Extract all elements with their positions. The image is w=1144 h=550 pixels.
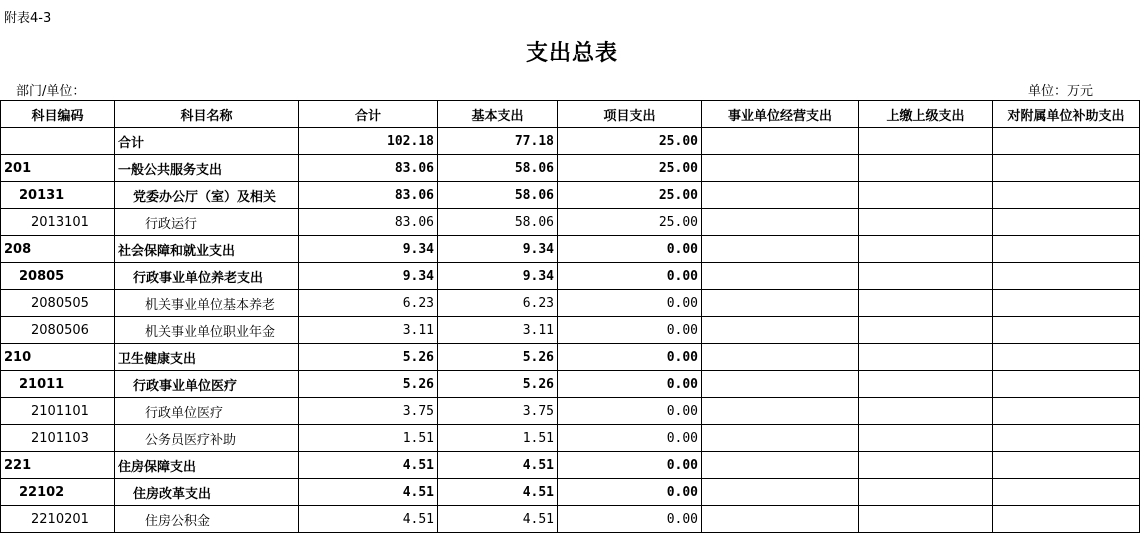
cell-basic: 58.06 bbox=[438, 155, 558, 182]
cell-business bbox=[702, 506, 859, 533]
cell-subsidy bbox=[993, 425, 1140, 452]
cell-business bbox=[702, 263, 859, 290]
table-row bbox=[1, 344, 1140, 371]
cell-code: 201 bbox=[1, 155, 115, 182]
table-row bbox=[1, 452, 1140, 479]
table-row bbox=[1, 155, 1140, 182]
cell-business bbox=[702, 155, 859, 182]
cell-business bbox=[702, 479, 859, 506]
column-header-project: 项目支出 bbox=[558, 101, 702, 128]
cell-basic: 4.51 bbox=[438, 452, 558, 479]
table-row bbox=[1, 317, 1140, 344]
cell-name: 住房改革支出 bbox=[115, 479, 299, 506]
cell-total: 5.26 bbox=[299, 344, 438, 371]
cell-project: 0.00 bbox=[558, 344, 702, 371]
cell-basic: 58.06 bbox=[438, 182, 558, 209]
cell-subsidy bbox=[993, 263, 1140, 290]
cell-code: 210 bbox=[1, 344, 115, 371]
cell-total: 102.18 bbox=[299, 128, 438, 155]
cell-name: 住房公积金 bbox=[115, 506, 299, 533]
table-row bbox=[1, 263, 1140, 290]
cell-name: 机关事业单位职业年金 bbox=[115, 317, 299, 344]
table-row bbox=[1, 371, 1140, 398]
cell-subsidy bbox=[993, 317, 1140, 344]
cell-code: 2210201 bbox=[1, 506, 115, 533]
cell-upper bbox=[859, 317, 993, 344]
cell-business bbox=[702, 236, 859, 263]
cell-code: 21011 bbox=[1, 371, 115, 398]
cell-basic: 9.34 bbox=[438, 263, 558, 290]
column-header-business: 事业单位经营支出 bbox=[702, 101, 859, 128]
column-header-code: 科目编码 bbox=[1, 101, 115, 128]
cell-code: 2080506 bbox=[1, 317, 115, 344]
cell-total: 3.11 bbox=[299, 317, 438, 344]
table-row bbox=[1, 479, 1140, 506]
cell-name: 行政事业单位医疗 bbox=[115, 371, 299, 398]
cell-upper bbox=[859, 263, 993, 290]
cell-total: 4.51 bbox=[299, 452, 438, 479]
cell-basic: 58.06 bbox=[438, 209, 558, 236]
cell-code: 22102 bbox=[1, 479, 115, 506]
cell-code: 2080505 bbox=[1, 290, 115, 317]
column-header-subsidy: 对附属单位补助支出 bbox=[993, 101, 1140, 128]
cell-basic: 6.23 bbox=[438, 290, 558, 317]
table-row bbox=[1, 236, 1140, 263]
cell-business bbox=[702, 452, 859, 479]
cell-upper bbox=[859, 344, 993, 371]
cell-project: 25.00 bbox=[558, 182, 702, 209]
column-header-name: 科目名称 bbox=[115, 101, 299, 128]
cell-business bbox=[702, 209, 859, 236]
page-title: 支出总表 bbox=[525, 41, 618, 66]
cell-upper bbox=[859, 236, 993, 263]
column-header-upper: 上缴上级支出 bbox=[859, 101, 993, 128]
cell-total: 83.06 bbox=[299, 182, 438, 209]
cell-name: 机关事业单位基本养老 bbox=[115, 290, 299, 317]
cell-upper bbox=[859, 290, 993, 317]
cell-name: 住房保障支出 bbox=[115, 452, 299, 479]
table-row bbox=[1, 209, 1140, 236]
cell-total: 9.34 bbox=[299, 263, 438, 290]
cell-subsidy bbox=[993, 398, 1140, 425]
cell-subsidy bbox=[993, 344, 1140, 371]
cell-name: 合计 bbox=[115, 128, 299, 155]
cell-project: 25.00 bbox=[558, 209, 702, 236]
column-header-total: 合计 bbox=[299, 101, 438, 128]
cell-project: 0.00 bbox=[558, 425, 702, 452]
cell-total: 1.51 bbox=[299, 425, 438, 452]
cell-business bbox=[702, 317, 859, 344]
cell-business bbox=[702, 371, 859, 398]
cell-basic: 5.26 bbox=[438, 371, 558, 398]
cell-upper bbox=[859, 506, 993, 533]
cell-basic: 4.51 bbox=[438, 479, 558, 506]
cell-name: 一般公共服务支出 bbox=[115, 155, 299, 182]
cell-name: 社会保障和就业支出 bbox=[115, 236, 299, 263]
cell-basic: 3.75 bbox=[438, 398, 558, 425]
cell-subsidy bbox=[993, 371, 1140, 398]
cell-business bbox=[702, 344, 859, 371]
cell-basic: 9.34 bbox=[438, 236, 558, 263]
cell-code: 221 bbox=[1, 452, 115, 479]
cell-subsidy bbox=[993, 479, 1140, 506]
cell-total: 4.51 bbox=[299, 506, 438, 533]
cell-basic: 77.18 bbox=[438, 128, 558, 155]
cell-subsidy bbox=[993, 290, 1140, 317]
cell-code: 2101103 bbox=[1, 425, 115, 452]
cell-upper bbox=[859, 182, 993, 209]
cell-project: 25.00 bbox=[558, 128, 702, 155]
expenditure-table bbox=[0, 100, 1140, 533]
cell-total: 4.51 bbox=[299, 479, 438, 506]
table-row bbox=[1, 425, 1140, 452]
cell-upper bbox=[859, 209, 993, 236]
cell-project: 0.00 bbox=[558, 452, 702, 479]
cell-subsidy bbox=[993, 506, 1140, 533]
cell-upper bbox=[859, 479, 993, 506]
cell-upper bbox=[859, 155, 993, 182]
cell-project: 0.00 bbox=[558, 263, 702, 290]
cell-total: 3.75 bbox=[299, 398, 438, 425]
cell-name: 行政事业单位养老支出 bbox=[115, 263, 299, 290]
cell-name: 公务员医疗补助 bbox=[115, 425, 299, 452]
cell-code bbox=[1, 128, 115, 155]
cell-name: 行政运行 bbox=[115, 209, 299, 236]
cell-business bbox=[702, 398, 859, 425]
table-row bbox=[1, 506, 1140, 533]
cell-project: 0.00 bbox=[558, 398, 702, 425]
cell-name: 卫生健康支出 bbox=[115, 344, 299, 371]
cell-project: 0.00 bbox=[558, 506, 702, 533]
cell-business bbox=[702, 290, 859, 317]
cell-subsidy bbox=[993, 155, 1140, 182]
table-row bbox=[1, 182, 1140, 209]
cell-total: 5.26 bbox=[299, 371, 438, 398]
cell-upper bbox=[859, 425, 993, 452]
cell-basic: 4.51 bbox=[438, 506, 558, 533]
table-row bbox=[1, 290, 1140, 317]
cell-basic: 3.11 bbox=[438, 317, 558, 344]
cell-project: 0.00 bbox=[558, 479, 702, 506]
cell-upper bbox=[859, 128, 993, 155]
table-row bbox=[1, 398, 1140, 425]
table-row bbox=[1, 128, 1140, 155]
cell-code: 208 bbox=[1, 236, 115, 263]
cell-project: 0.00 bbox=[558, 317, 702, 344]
cell-total: 6.23 bbox=[299, 290, 438, 317]
cell-subsidy bbox=[993, 209, 1140, 236]
cell-code: 2013101 bbox=[1, 209, 115, 236]
cell-subsidy bbox=[993, 182, 1140, 209]
cell-total: 83.06 bbox=[299, 209, 438, 236]
cell-subsidy bbox=[993, 452, 1140, 479]
department-label: 部门/单位： bbox=[16, 84, 86, 99]
cell-name: 党委办公厅（室）及相关 bbox=[115, 182, 299, 209]
cell-code: 20805 bbox=[1, 263, 115, 290]
cell-total: 83.06 bbox=[299, 155, 438, 182]
cell-code: 20131 bbox=[1, 182, 115, 209]
cell-business bbox=[702, 425, 859, 452]
cell-project: 0.00 bbox=[558, 236, 702, 263]
cell-total: 9.34 bbox=[299, 236, 438, 263]
column-header-basic: 基本支出 bbox=[438, 101, 558, 128]
cell-name: 行政单位医疗 bbox=[115, 398, 299, 425]
cell-code: 2101101 bbox=[1, 398, 115, 425]
cell-basic: 1.51 bbox=[438, 425, 558, 452]
cell-project: 0.00 bbox=[558, 290, 702, 317]
cell-business bbox=[702, 182, 859, 209]
header-row bbox=[1, 101, 1140, 128]
cell-subsidy bbox=[993, 236, 1140, 263]
cell-basic: 5.26 bbox=[438, 344, 558, 371]
form-number: 附表4-3 bbox=[4, 11, 52, 26]
cell-subsidy bbox=[993, 128, 1140, 155]
cell-upper bbox=[859, 371, 993, 398]
unit-label: 单位：万元 bbox=[1028, 84, 1094, 99]
cell-upper bbox=[859, 452, 993, 479]
cell-upper bbox=[859, 398, 993, 425]
cell-project: 0.00 bbox=[558, 371, 702, 398]
cell-business bbox=[702, 128, 859, 155]
cell-project: 25.00 bbox=[558, 155, 702, 182]
